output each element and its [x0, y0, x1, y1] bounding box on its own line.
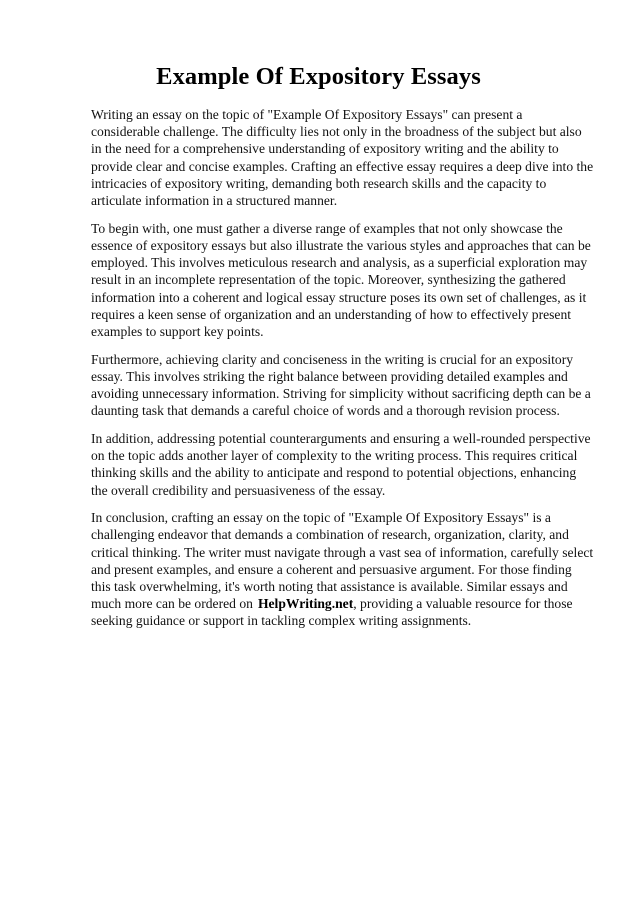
paragraph-research: To begin with, one must gather a diverse range of examples that not only showcase the essence of expository essays but also illustrate the various styles and approaches that can be employed. This involves meticulous research and analysis, as a superficial exploration may result in an incomplete representation of the topic. Moreover, synthesizing the gathered information into a coherent and logical essay structure poses its own set of challenges, as it requires a keen sense of organization and an understanding of how to effectively present examples to support key points. [91, 220, 591, 339]
helpwriting-link[interactable]: HelpWriting.net [257, 596, 354, 612]
document-title: Example Of Expository Essays [156, 63, 481, 90]
paragraph-conclusion [91, 509, 594, 629]
paragraph-intro: Writing an essay on the topic of "Example Of Expository Essays" can present a considerable challenge. The difficulty lies not only in the broadness of the subject but also in the need for a comprehensive understanding of expository writing and the ability to provide clear and concise examples. Crafting an effective essay requires a deep dive into the intricacies of expository writing, demanding both research skills and the capacity to articulate information in a structured manner. [91, 107, 594, 209]
paragraph-counterarguments: In addition, addressing potential counterarguments and ensuring a well-rounded perspective on the topic adds another layer of complexity to the writing process. This requires critical thinking skills and the ability to anticipate and respond to potential objections, enhancing the overall credibility and persuasiveness of the essay. [91, 430, 591, 498]
conclusion-text-after-link: , providing a valuable resource for those seeking guidance or support in tackling complex writing assignments. [91, 596, 573, 629]
conclusion-text-before-link: In conclusion, crafting an essay on the topic of "Example Of Expository Essays" is a challenging endeavor that demands a combination of research, organization, clarity, and critical thinking. The writer must navigate through a vast sea of information, carefully select and present examples, and ensure a coherent and persuasive argument. For those finding this task overwhelming, it's worth noting that assistance is available. Similar essays and much more can be ordered on [91, 510, 594, 612]
paragraph-clarity: Furthermore, achieving clarity and conciseness in the writing is crucial for an expository essay. This involves striking the right balance between providing detailed examples and avoiding unnecessary information. Striving for simplicity without sacrificing depth can be a daunting task that demands a careful choice of words and a thorough revision process. [91, 351, 591, 419]
